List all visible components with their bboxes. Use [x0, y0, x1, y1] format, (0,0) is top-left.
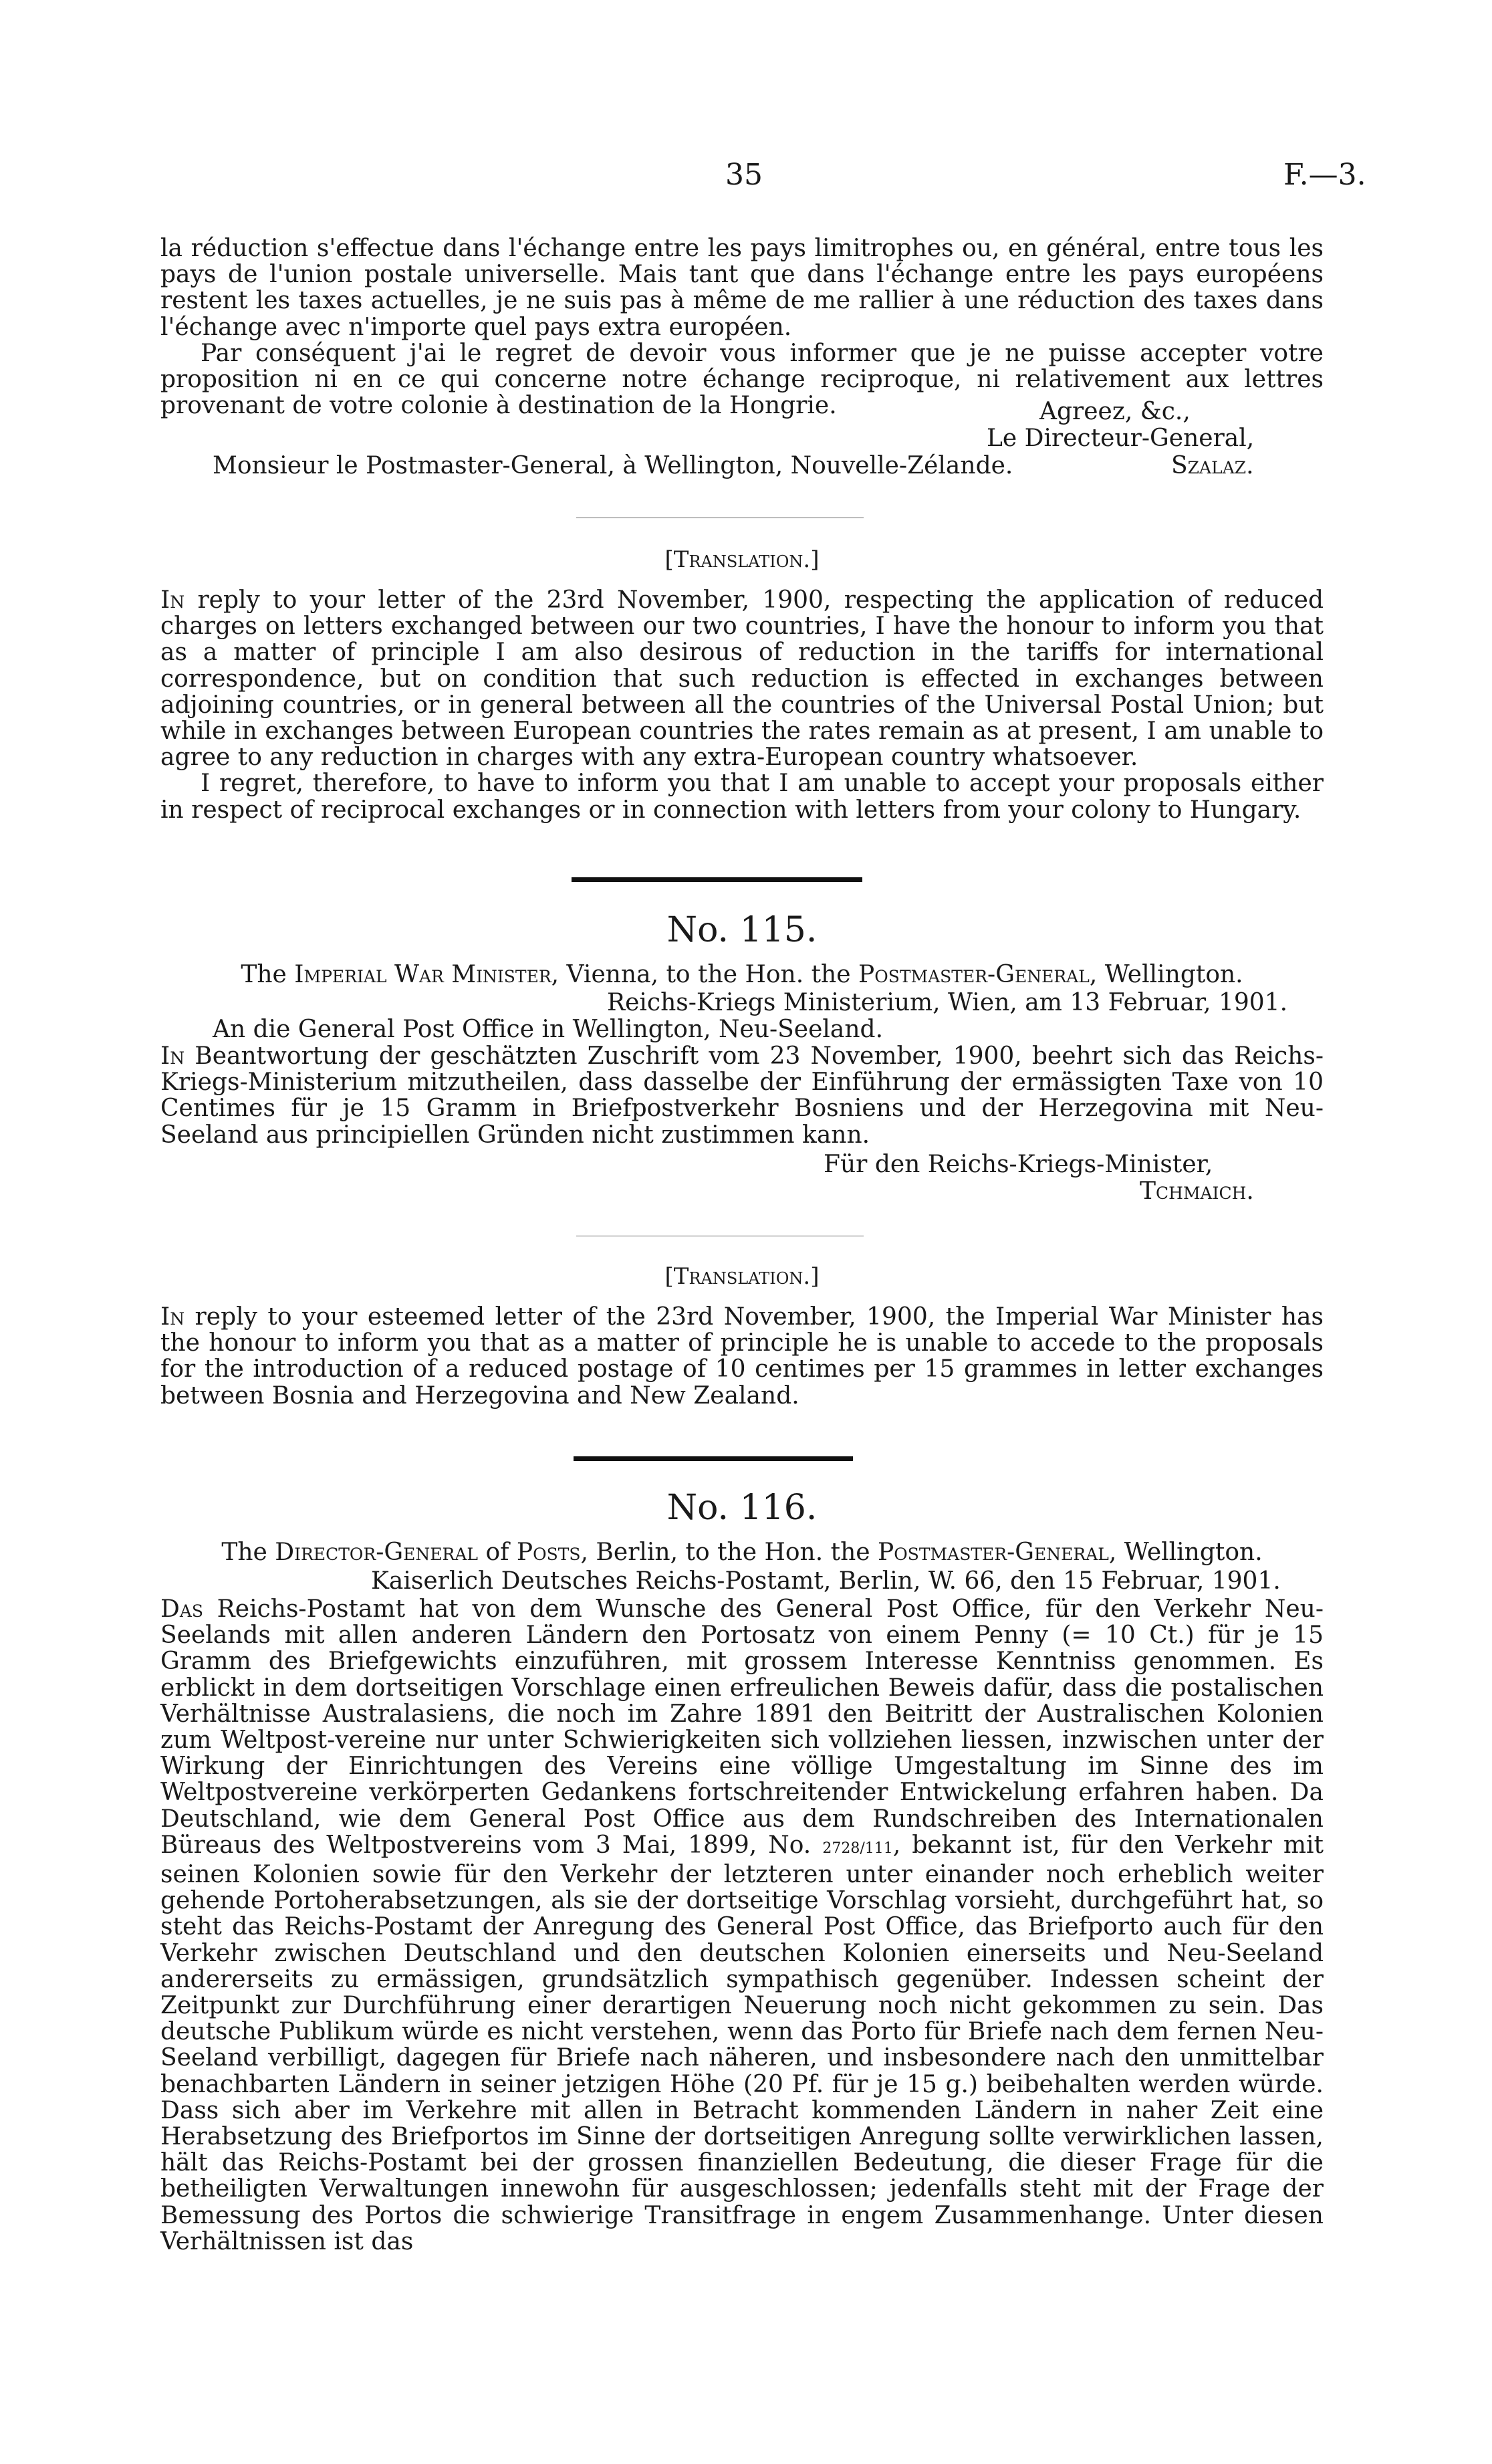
title-sender: Director-General [275, 1539, 478, 1566]
letter-heading-115: No. 115. [666, 910, 818, 950]
letter-116-lead: Das [160, 1595, 204, 1623]
letter-115-text: Beantwortung der geschätzten Zuschrift vom 23 November, 1900, beehrt sich das Reichs-Kriegs-Ministerium mitzutheilen, dass dasselbe der Einführung der ermässigten Taxe von 10 Centimes für je 15 Gramm in Briefpostverkehr Bosniens und der Herzegovina mit Neu-Seeland aus principiellen Gründen nicht zustimmen kann. [160, 1042, 1324, 1149]
letter-115-title [160, 962, 1324, 988]
letter-115-lead: In [160, 1042, 185, 1070]
french-letter [160, 235, 1324, 419]
letter-116-text-b: , bekannt ist, für den Verkehr mit seinen Kolonien sowie für den Verkehr der letzteren unter einander noch erheblich weiter gehende Portoherabsetzungen, als sie der dortseitige Vorschlag vorsieht, durchgeführt hat, so steht das Reichs-Postamt der Anregung des General Post Office, das Briefporto auch für den Verkehr zwischen Deutschland und den deutschen Kolonien einerseits und Neu-Seeland andererseits zu ermässigen, grundsätzlich sympathisch gegenüber. Indessen scheint der Zeitpunkt zur Durchführung einer derartigen Neuerung noch nicht gekommen zu sein. Das deutsche Publikum würde es nicht verstehen, wenn das Porto für Briefe nach dem fernen Neu-Seeland verbilligt, dagegen für Briefe nach näheren, und insbesondere nach den unmittelbar benachbarten Ländern in seiner jetzigen Höhe (20 Pf. für je 15 g.) beibehalten werden würde. Dass sich aber im Verkehre mit allen in Betracht kommenden Ländern in naher Zeit eine Herabsetzung des Briefportos im Sinne der dortseitigen Anregung sollte verwirklichen lassen, hält das Reichs-Postamt bei der grossen finanziellen Bedeutung, die dieser Frage für die betheiligten Verwaltungen innewohn für ausgeschlossen; jedenfalls steht mit der Frage der Bemessung des Portos die schwierige Transitfrage in engem Zusammenhange. Unter diesen Verhältnissen ist das [160, 1831, 1324, 2255]
heavy-divider [574, 1456, 853, 1461]
title-pre: The [241, 961, 295, 988]
title-posts: Posts [516, 1539, 581, 1566]
translation-115-paragraph [160, 1304, 1324, 1409]
letter-116-paragraph [160, 1596, 1324, 2255]
letter-115-signature: Tchmaich. [1140, 1178, 1254, 1205]
title-mid: , Vienna, to the Hon. the [551, 961, 858, 988]
title-of: of [478, 1539, 517, 1566]
title-post: , Wellington. [1089, 961, 1243, 988]
translation-115 [160, 1304, 1324, 1409]
french-paragraph-1: la réduction s'effectue dans l'échange entre les pays limitrophes ou, en général, entre tous les pays de l'union postale universelle. Mais tant que dans l'échange entre les pays européens restent les taxes actuelles, je ne suis pas à même de me rallier à une réduction des taxes dans l'échange avec n'importe quel pays extra européen. [160, 235, 1324, 341]
title-post: , Wellington. [1108, 1539, 1263, 1566]
letter-heading-116: No. 116. [666, 1488, 818, 1528]
page-reference: F.—3. [1283, 158, 1366, 192]
letter-116-dateline: Kaiserlich Deutsches Reichs-Postamt, Berlin, W. 66, den 15 Februar, 1901. [371, 1567, 1281, 1595]
translation-115-text: reply to your esteemed letter of the 23rd November, 1900, the Imperial War Minister has the honour to inform you that as a matter of principle he is unable to accede to the proposals for the introduction of a reduced postage of 10 centimes per 15 grammes in letter exchanges between Bosnia and Herzegovina and New Zealand. [160, 1303, 1324, 1410]
translation-label-115: [Translation.] [664, 1263, 820, 1290]
translation-1 [160, 587, 1324, 823]
letter-115-paragraph [160, 1043, 1324, 1148]
translation-1-paragraph-1 [160, 587, 1324, 770]
french-closing: Agreez, &c., [1039, 398, 1191, 425]
french-paragraph-2: Par conséquent j'ai le regret de devoir vous informer que je ne puisse accepter votre proposition ni en ce qui concerne notre échange reciproque, ni relativement aux lettres provenant de votre colonie à destination de la Hongrie. [160, 339, 1324, 420]
translation-label: [Translation.] [664, 546, 820, 573]
letter-115-dateline: Reichs-Kriegs Ministerium, Wien, am 13 Februar, 1901. [607, 989, 1288, 1016]
letter-116-text-a: Reichs-Postamt hat von dem Wunsche des General Post Office, für den Verkehr Neu-Seelands mit allen anderen Ländern den Portosatz von einem Penny (= 10 Ct.) für je 15 Gramm des Briefgewichts einzuführen, mit grossem Interesse Kenntniss genommen. Es erblickt in dem dortseitigen Vorschlage einen erfreulichen Beweis dafür, dass die postalischen Verhältnisse Australasiens, die noch im Zahre 1891 den Beitritt der Australischen Kolonien zum Weltpost-vereine nur unter Schwierigkeiten sich vollziehen liessen, inzwischen unter der Wirkung der Einrichtungen des Vereins eine völlige Umgestaltung im Sinne des im Weltpostvereine verkörperten Gedankens fortschreitender Entwickelung erfahren haben. Da Deutschland, wie dem General Post Office aus dem Rundschreiben des Internationalen Büreaus des Weltpostvereins vom 3 Mai, 1899, No. [160, 1595, 1324, 1859]
heavy-divider [572, 877, 862, 882]
title-recipient: Postmaster-General [858, 961, 1090, 988]
letter-115-for-line: Für den Reichs-Kriegs-Minister, [824, 1151, 1213, 1178]
circular-number-fraction: 2728/111 [822, 1839, 893, 1857]
title-pre: The [221, 1539, 275, 1566]
letter-115-body [160, 1043, 1324, 1148]
page-number: 35 [725, 158, 763, 192]
translation-1-paragraph-2: I regret, therefore, to have to inform you that I am unable to accept your proposals either in respect of reciprocal exchanges or in connection with letters from your colony to Hungary. [160, 770, 1324, 824]
french-signatory-title: Le Directeur-General, [987, 425, 1255, 452]
letter-116-title [160, 1539, 1324, 1565]
translation-1-text: reply to your letter of the 23rd November, 1900, respecting the application of reduced charges on letters exchanged between our two countries, I have the honour to inform you that as a matter of principle I am also desirous of reduction in the tariffs for international correspondence, but on condition that such reduction is effected in exchanges between adjoining countries, or in general between all the countries of the Universal Postal Union; but while in exchanges between European countries the rates remain as at present, I am unable to agree to any reduction in charges with any extra-European country whatsoever. [160, 586, 1324, 772]
title-mid: , Berlin, to the Hon. the [580, 1539, 878, 1566]
translation-1-lead: In [160, 586, 185, 614]
letter-115-salutation: An die General Post Office in Wellington, Neu-Seeland. [213, 1016, 884, 1043]
french-signature: Szalaz. [1171, 452, 1254, 479]
letter-116-body [160, 1596, 1324, 2255]
title-sender: Imperial War Minister [294, 961, 551, 988]
title-recipient: Postmaster-General [878, 1539, 1109, 1566]
translation-115-lead: In [160, 1303, 185, 1331]
french-addressee: Monsieur le Postmaster-General, à Wellington, Nouvelle-Zélande. [213, 452, 1013, 479]
